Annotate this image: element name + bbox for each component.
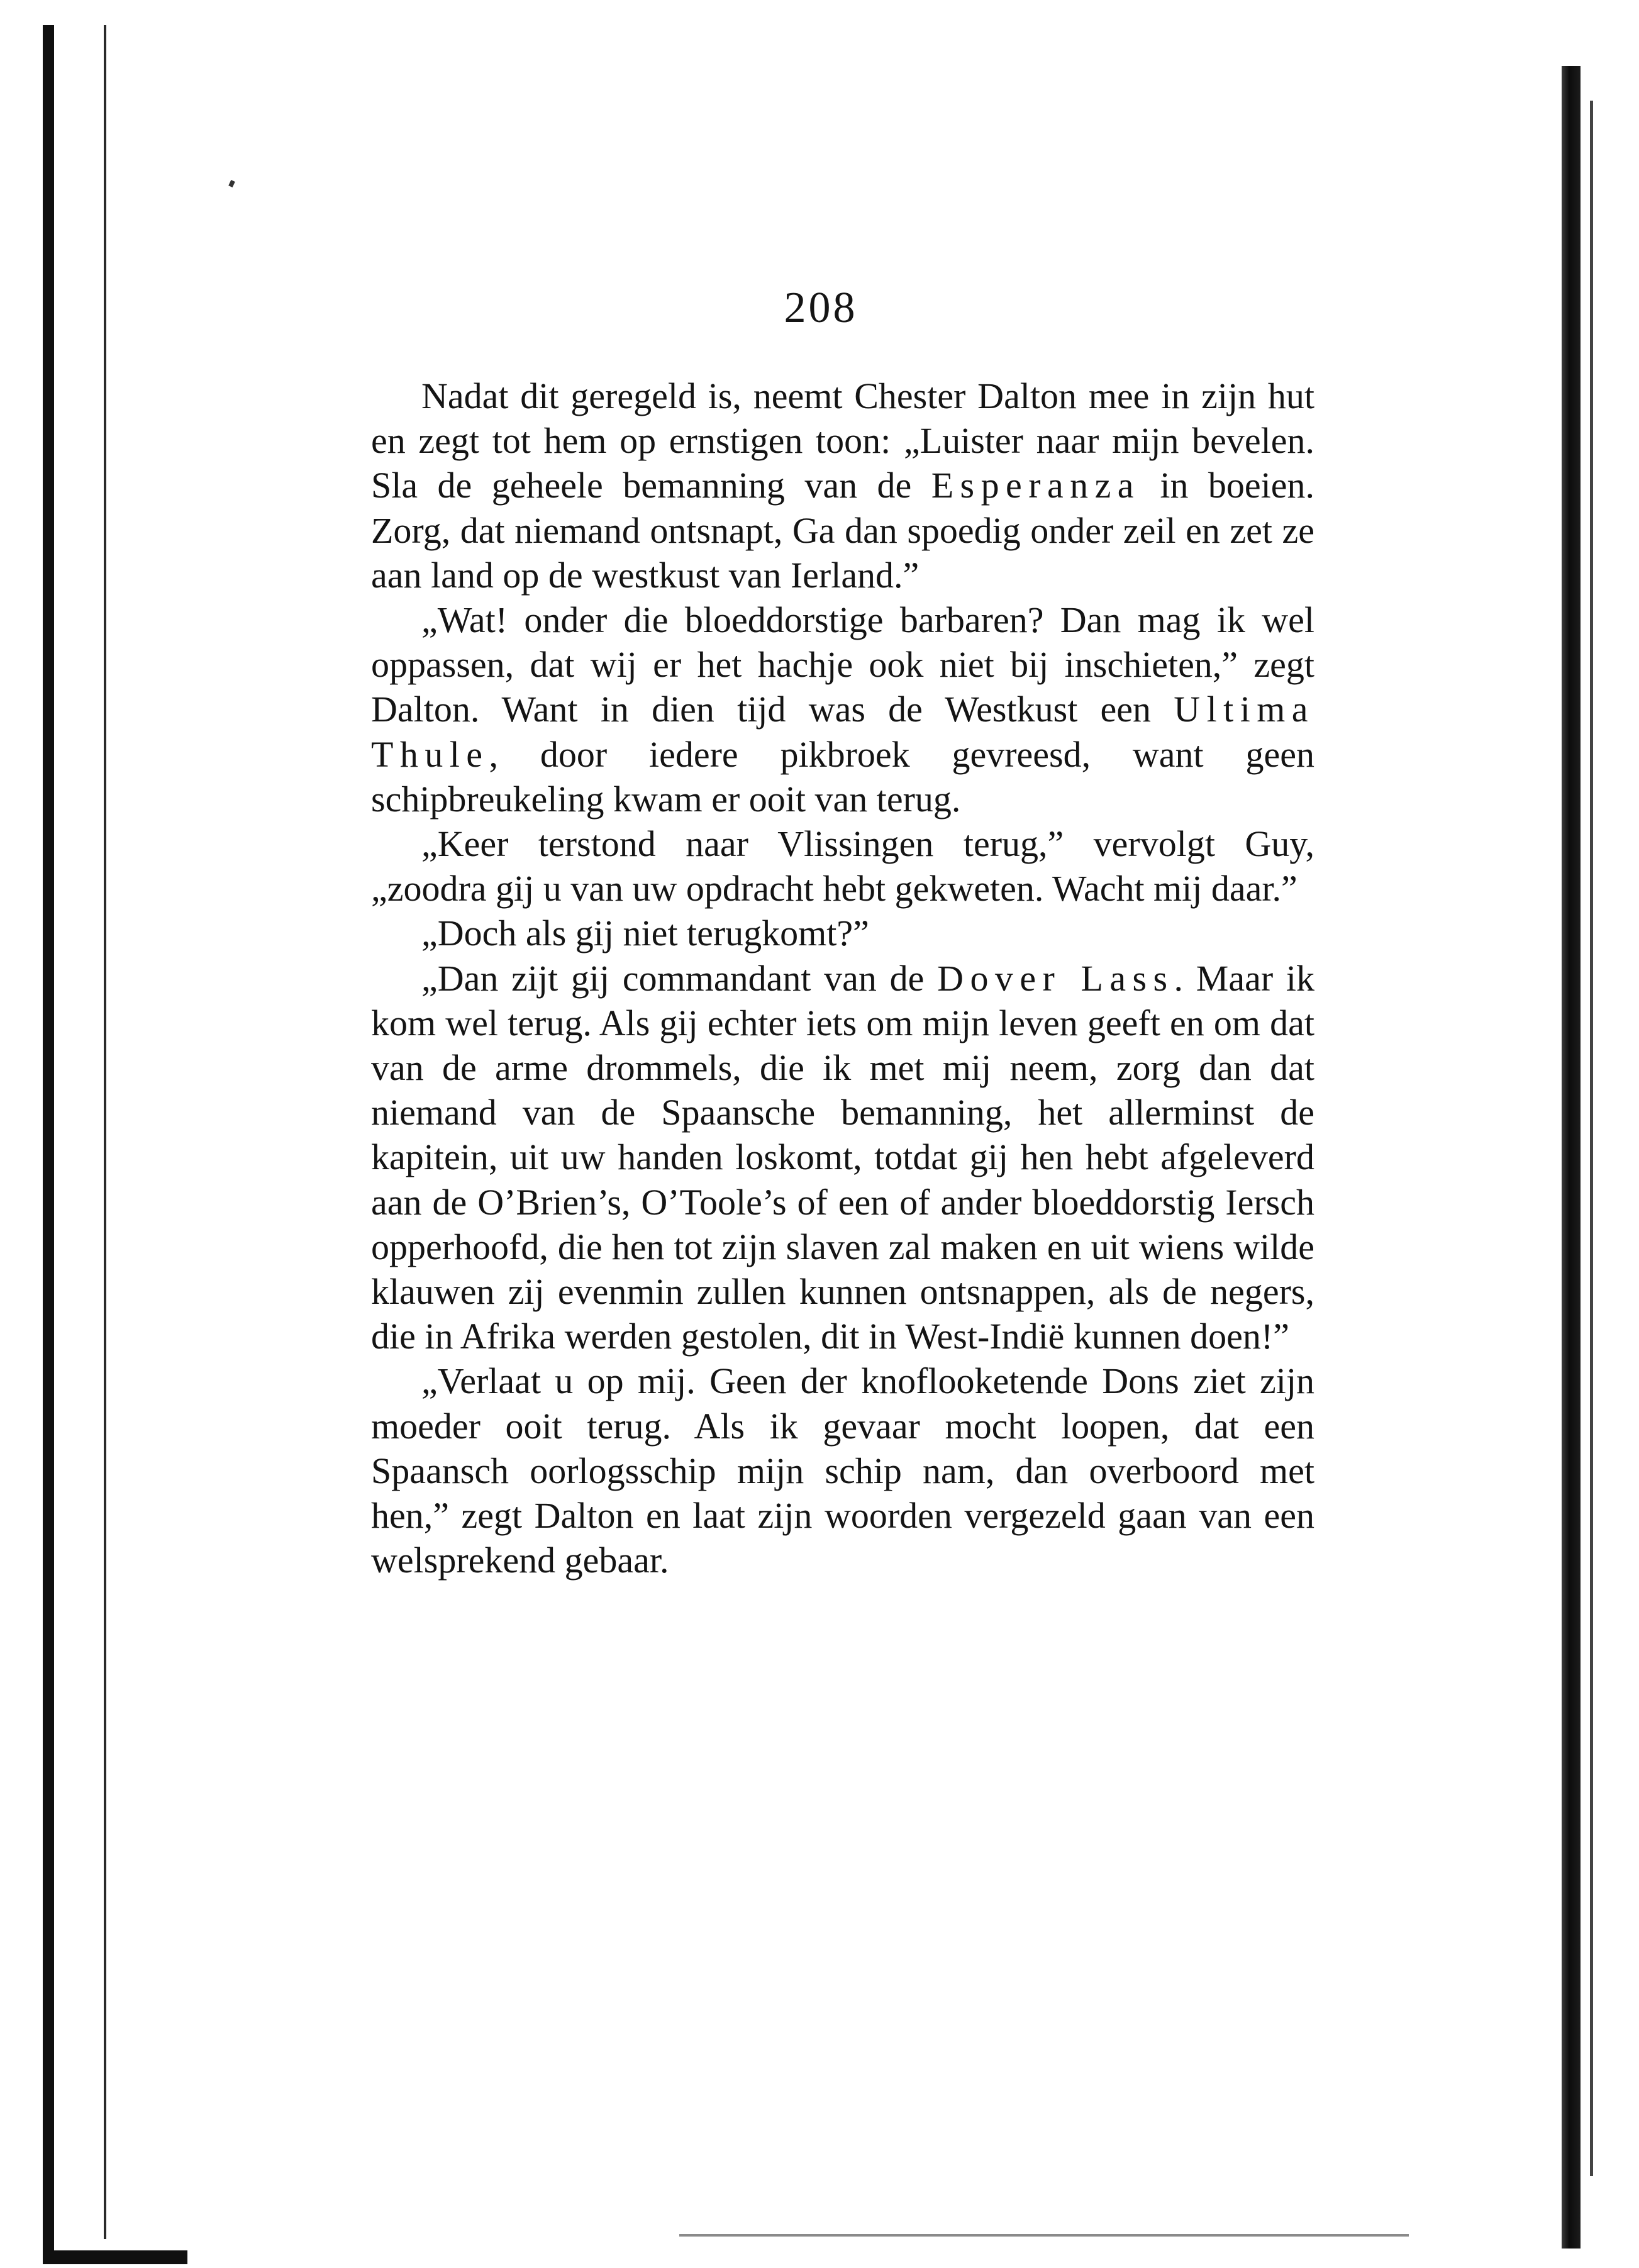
body-text (371, 374, 1314, 1582)
paragraph-2-text-a: „Wat! onder die bloeddorstige barbaren? Dan mag ik wel oppassen, dat wij er het hachje ook niet bij inschieten,” zegt Dalton. Want in dien tijd was de Westkust een (371, 599, 1314, 730)
paragraph-1 (371, 374, 1314, 598)
stray-ink-mark (228, 180, 235, 187)
page-number: 208 (784, 284, 858, 332)
scan-edge-right (1562, 66, 1581, 2249)
scan-edge-left-foot (43, 2250, 187, 2264)
paragraph-2-text-b: , door iedere pikbroek gevreesd, want geen schipbreukeling kwam er ooit van terug. (371, 733, 1314, 820)
scan-edge-left (43, 25, 54, 2264)
paragraph-6: „Verlaat u op mij. Geen der knoflooketende Dons ziet zijn moeder ooit terug. Als ik gevaar mocht loopen, dat een Spaansch oorlogsschip mijn schip nam, dan overboord met hen,” zegt Dalton en laat zijn woorden vergezeld gaan van een welsprekend gebaar. (371, 1360, 1314, 1581)
scan-edge-right-thin (1590, 101, 1593, 2176)
ship-name-esperanza: Esperanza (931, 465, 1140, 506)
paragraph-4: „Doch als gij niet terugkomt?” (421, 913, 869, 954)
paragraph-2 (371, 598, 1314, 821)
paragraph-5 (371, 956, 1314, 1359)
paragraph-3: „Keer terstond naar Vlissingen terug,” vervolgt Guy, „zoodra gij u van uw opdracht hebt gekweten. Wacht mij daar.” (371, 823, 1314, 909)
paragraph-1-text-a: Nadat dit geregeld is, neemt Chester Dalton mee in zijn hut en zegt tot hem op ernstigen toon: „Luister naar mijn bevelen. Sla de geheele bemanning van de (371, 375, 1314, 506)
paragraph-5-text-a: „Dan zijt gij commandant van de (421, 957, 938, 999)
paragraph-5-text-b: . Maar ik kom wel terug. Als gij echter iets om mijn leven geeft en om dat van de arme drommels, die ik met mij neem, zorg dan dat niemand van de Spaansche bemanning, het allerminst de kapitein, uit uw handen loskomt, totdat gij hen hebt afgeleverd aan de O’Brien’s, O’Toole’s of een of ander bloeddorstig Iersch opperhoofd, die hen tot zijn slaven zal maken en uit wiens wilde klauwen zij evenmin zullen kunnen ontsnappen, als de negers, die in Afrika werden gestolen, dit in West-Indië kunnen doen!” (371, 957, 1314, 1357)
place-name-ultima-thule: Ultima Thule (371, 689, 1314, 775)
scan-bottom-rule (679, 2234, 1409, 2237)
paragraph-1-text-b: in boeien. Zorg, dat niemand ontsnapt, Ga dan spoedig onder zeil en zet ze aan land op de westkust van Ierland.” (371, 465, 1314, 596)
scan-edge-left-thin (104, 25, 106, 2239)
ship-name-dover-lass: Dover Lass (937, 957, 1174, 999)
